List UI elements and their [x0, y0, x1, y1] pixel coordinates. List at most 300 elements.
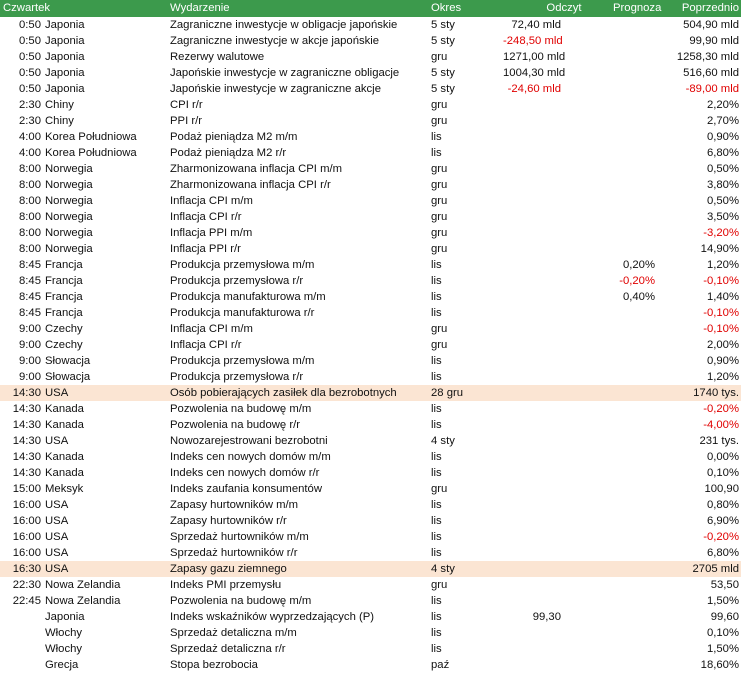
cell-event: Zapasy hurtowników r/r: [170, 515, 287, 527]
cell-time: 8:00: [19, 163, 41, 175]
table-row: [0, 33, 741, 49]
cell-country: Norwegia: [45, 179, 93, 191]
cell-previous: 1,50%: [706, 595, 739, 607]
cell-time: 8:45: [19, 259, 41, 271]
cell-event: Produkcja przemysłowa m/m: [170, 355, 315, 367]
header-country: [44, 0, 168, 17]
cell-actual: [503, 561, 561, 577]
cell-period: lis: [431, 531, 442, 543]
cell-forecast: [561, 433, 655, 449]
cell-previous: 99,90 mld: [689, 35, 739, 47]
cell-forecast: [561, 577, 655, 593]
cell-period: lis: [431, 611, 442, 623]
cell-country: Meksyk: [45, 483, 84, 495]
cell-period: lis: [431, 515, 442, 527]
cell-actual: [503, 177, 561, 193]
cell-time: 0:50: [19, 35, 41, 47]
cell-forecast: [561, 385, 655, 401]
cell-event: Nowozarejestrowani bezrobotni: [170, 435, 328, 447]
cell-forecast: [561, 81, 655, 97]
table-row: [0, 209, 741, 225]
cell-time: 16:00: [12, 515, 41, 527]
cell-previous: 6,80%: [706, 547, 739, 559]
cell-previous: 1,20%: [706, 371, 739, 383]
cell-country: USA: [45, 499, 69, 511]
cell-actual: [503, 497, 561, 513]
cell-time: 8:00: [19, 243, 41, 255]
cell-country: Słowacja: [45, 371, 91, 383]
cell-period: lis: [431, 643, 442, 655]
cell-forecast: [561, 561, 655, 577]
cell-previous: 14,90%: [700, 243, 739, 255]
cell-forecast: [561, 305, 655, 321]
cell-time: 2:30: [19, 99, 41, 111]
table-row: [0, 321, 741, 337]
cell-time: 0:50: [19, 19, 41, 31]
cell-actual: [503, 369, 561, 385]
cell-previous: 0,10%: [706, 627, 739, 639]
cell-period: 5 sty: [431, 19, 455, 31]
cell-time: 4:00: [19, 147, 41, 159]
cell-forecast: [561, 465, 655, 481]
cell-period: gru: [431, 179, 448, 191]
cell-forecast: -0,20%: [619, 275, 655, 287]
cell-time: 22:45: [12, 595, 41, 607]
cell-time: 14:30: [12, 451, 41, 463]
cell-period: 5 sty: [431, 83, 455, 95]
cell-period: gru: [431, 99, 448, 111]
table-row: [0, 177, 741, 193]
table-row: [0, 241, 741, 257]
cell-period: 28 gru: [431, 387, 464, 399]
cell-time: 2:30: [19, 115, 41, 127]
cell-forecast: [561, 209, 655, 225]
cell-time: 15:00: [12, 483, 41, 495]
cell-forecast: 0,40%: [622, 291, 655, 303]
cell-event: Zapasy gazu ziemnego: [170, 563, 287, 575]
cell-forecast: [561, 33, 655, 49]
cell-country: USA: [45, 531, 69, 543]
table-row: [0, 497, 741, 513]
table-row: [0, 193, 741, 209]
cell-forecast: [561, 641, 655, 657]
cell-country: Norwegia: [45, 243, 93, 255]
table-row: [0, 561, 741, 577]
table-row: [0, 161, 741, 177]
table-row: [0, 337, 741, 353]
cell-previous: 1258,30 mld: [676, 51, 739, 63]
cell-period: lis: [431, 355, 442, 367]
cell-actual: 99,30: [532, 611, 561, 623]
cell-country: Chiny: [45, 115, 74, 127]
cell-actual: [503, 241, 561, 257]
cell-event: Inflacja PPI m/m: [170, 227, 253, 239]
cell-actual: [503, 433, 561, 449]
cell-event: Produkcja przemysłowa r/r: [170, 371, 304, 383]
table-row: [0, 401, 741, 417]
table-row: [0, 609, 741, 625]
cell-previous: 0,90%: [706, 355, 739, 367]
cell-actual: [503, 641, 561, 657]
cell-time: 16:00: [12, 547, 41, 559]
cell-event: Stopa bezrobocia: [170, 659, 258, 671]
cell-event: Japońskie inwestycje w zagraniczne akcje: [170, 83, 381, 95]
cell-event: Indeks cen nowych domów m/m: [170, 451, 331, 463]
cell-actual: 1271,00 mld: [503, 51, 566, 63]
cell-forecast: [561, 97, 655, 113]
header-actual: Odczyt: [546, 2, 582, 14]
cell-event: Podaż pieniądza M2 m/m: [170, 131, 298, 143]
cell-country: Kanada: [45, 403, 84, 415]
cell-period: lis: [431, 595, 442, 607]
cell-forecast: [561, 161, 655, 177]
table-row: [0, 417, 741, 433]
cell-time: 8:00: [19, 227, 41, 239]
cell-country: USA: [45, 563, 69, 575]
cell-previous: 6,80%: [706, 147, 739, 159]
cell-time: 22:30: [12, 579, 41, 591]
table-row: [0, 145, 741, 161]
cell-actual: [503, 385, 561, 401]
cell-actual: -248,50 mld: [503, 35, 563, 47]
cell-time: [0, 657, 44, 673]
cell-period: gru: [431, 211, 448, 223]
cell-event: Pozwolenia na budowę m/m: [170, 595, 312, 607]
cell-forecast: [561, 513, 655, 529]
cell-country: Nowa Zelandia: [45, 595, 121, 607]
table-row: [0, 273, 741, 289]
cell-actual: [503, 145, 561, 161]
table-row: [0, 481, 741, 497]
cell-event: Inflacja CPI r/r: [170, 211, 242, 223]
cell-country: USA: [45, 547, 69, 559]
cell-event: Zagraniczne inwestycje w obligacje japońskie: [170, 19, 398, 31]
cell-actual: 72,40 mld: [511, 19, 561, 31]
cell-country: USA: [45, 387, 69, 399]
cell-period: lis: [431, 467, 442, 479]
cell-event: Zharmonizowana inflacja CPI r/r: [170, 179, 331, 191]
cell-forecast: [561, 193, 655, 209]
cell-event: Produkcja przemysłowa m/m: [170, 259, 315, 271]
cell-event: Zapasy hurtowników m/m: [170, 499, 299, 511]
cell-period: lis: [431, 307, 442, 319]
cell-period: 4 sty: [431, 435, 455, 447]
cell-period: 5 sty: [431, 67, 455, 79]
cell-country: USA: [45, 435, 69, 447]
cell-previous: -3,20%: [703, 227, 739, 239]
cell-previous: 1,40%: [706, 291, 739, 303]
table-row: [0, 17, 741, 33]
cell-period: 5 sty: [431, 35, 455, 47]
table-row: [0, 545, 741, 561]
table-row: [0, 625, 741, 641]
cell-country: Norwegia: [45, 195, 93, 207]
cell-period: gru: [431, 51, 448, 63]
cell-actual: [503, 225, 561, 241]
cell-period: lis: [431, 627, 442, 639]
cell-event: PPI r/r: [170, 115, 203, 127]
cell-actual: [503, 209, 561, 225]
header-day: Czwartek: [3, 2, 51, 14]
header-forecast: Prognoza: [613, 2, 662, 14]
table-row: [0, 641, 741, 657]
cell-period: lis: [431, 403, 442, 415]
cell-actual: [503, 161, 561, 177]
cell-time: 14:30: [12, 435, 41, 447]
cell-actual: [503, 529, 561, 545]
cell-event: Sprzedaż hurtowników r/r: [170, 547, 298, 559]
cell-country: Norwegia: [45, 211, 93, 223]
cell-period: lis: [431, 147, 442, 159]
cell-country: Francja: [45, 275, 83, 287]
cell-country: Włochy: [45, 643, 83, 655]
cell-time: 4:00: [19, 131, 41, 143]
cell-country: Nowa Zelandia: [45, 579, 121, 591]
cell-country: Grecja: [45, 659, 79, 671]
cell-time: 8:00: [19, 195, 41, 207]
cell-previous: 2,70%: [706, 115, 739, 127]
cell-country: Słowacja: [45, 355, 91, 367]
table-body: [0, 17, 741, 673]
cell-forecast: [561, 593, 655, 609]
cell-actual: [503, 625, 561, 641]
cell-country: Japonia: [45, 35, 85, 47]
cell-country: Czechy: [45, 339, 83, 351]
cell-actual: [503, 401, 561, 417]
cell-country: Norwegia: [45, 227, 93, 239]
cell-forecast: 0,20%: [622, 259, 655, 271]
cell-previous: -89,00 mld: [685, 83, 739, 95]
cell-forecast: [561, 65, 655, 81]
cell-actual: [503, 545, 561, 561]
cell-actual: [503, 657, 561, 673]
table-row: [0, 65, 741, 81]
cell-previous: 0,10%: [706, 467, 739, 479]
cell-previous: 1,50%: [706, 643, 739, 655]
cell-actual: [503, 129, 561, 145]
cell-previous: -0,10%: [703, 307, 739, 319]
cell-event: Pozwolenia na budowę m/m: [170, 403, 312, 415]
table-row: [0, 529, 741, 545]
cell-forecast: [561, 529, 655, 545]
cell-previous: 99,60: [710, 611, 739, 623]
cell-previous: 3,80%: [706, 179, 739, 191]
cell-previous: -0,20%: [703, 531, 739, 543]
table-row: [0, 577, 741, 593]
cell-previous: 504,90 mld: [683, 19, 739, 31]
cell-forecast: [561, 353, 655, 369]
table-row: [0, 385, 741, 401]
cell-forecast: [561, 337, 655, 353]
cell-previous: 1740 tys.: [693, 387, 739, 399]
cell-forecast: [561, 225, 655, 241]
cell-period: lis: [431, 275, 442, 287]
cell-forecast: [561, 497, 655, 513]
cell-previous: -4,00%: [703, 419, 739, 431]
cell-time: 14:30: [12, 419, 41, 431]
cell-time: 0:50: [19, 83, 41, 95]
cell-time: 16:30: [12, 563, 41, 575]
cell-period: gru: [431, 483, 448, 495]
cell-country: Japonia: [45, 51, 85, 63]
cell-country: Kanada: [45, 451, 84, 463]
cell-period: gru: [431, 115, 448, 127]
header-period: Okres: [431, 2, 462, 14]
cell-actual: [503, 193, 561, 209]
cell-period: gru: [431, 227, 448, 239]
cell-time: 8:45: [19, 275, 41, 287]
cell-forecast: [561, 625, 655, 641]
cell-previous: 231 tys.: [699, 435, 739, 447]
cell-previous: 0,80%: [706, 499, 739, 511]
cell-time: 8:00: [19, 179, 41, 191]
cell-actual: [503, 449, 561, 465]
cell-actual: 1004,30 mld: [503, 67, 566, 79]
cell-period: gru: [431, 323, 448, 335]
cell-actual: [503, 465, 561, 481]
cell-actual: [503, 273, 561, 289]
cell-actual: [503, 257, 561, 273]
cell-actual: [503, 481, 561, 497]
cell-event: Inflacja CPI r/r: [170, 339, 242, 351]
cell-actual: [503, 353, 561, 369]
cell-forecast: [561, 481, 655, 497]
cell-time: 9:00: [19, 323, 41, 335]
cell-previous: -0,10%: [703, 323, 739, 335]
cell-previous: 0,50%: [706, 163, 739, 175]
cell-period: gru: [431, 243, 448, 255]
cell-period: lis: [431, 451, 442, 463]
cell-event: Inflacja CPI m/m: [170, 195, 253, 207]
cell-actual: [503, 417, 561, 433]
cell-actual: [503, 305, 561, 321]
cell-forecast: [561, 321, 655, 337]
cell-event: Pozwolenia na budowę r/r: [170, 419, 300, 431]
cell-event: Rezerwy walutowe: [170, 51, 265, 63]
cell-time: 14:30: [12, 467, 41, 479]
cell-forecast: [561, 657, 655, 673]
cell-forecast: [561, 449, 655, 465]
cell-time: 9:00: [19, 339, 41, 351]
cell-country: Korea Południowa: [45, 147, 137, 159]
cell-country: Japonia: [45, 19, 85, 31]
cell-actual: [503, 97, 561, 113]
cell-event: Indeks wskaźników wyprzedzających (P): [170, 611, 375, 623]
table-row: [0, 81, 741, 97]
cell-previous: 516,60 mld: [683, 67, 739, 79]
cell-period: paź: [431, 659, 450, 671]
cell-period: lis: [431, 499, 442, 511]
table-row: [0, 593, 741, 609]
cell-country: Włochy: [45, 627, 83, 639]
cell-country: Japonia: [45, 611, 85, 623]
cell-country: Francja: [45, 307, 83, 319]
cell-previous: -0,10%: [703, 275, 739, 287]
cell-time: 0:50: [19, 51, 41, 63]
cell-event: Sprzedaż detaliczna m/m: [170, 627, 297, 639]
table-row: [0, 305, 741, 321]
table-row: [0, 465, 741, 481]
cell-event: Osób pobierających zasiłek dla bezrobotnych: [170, 387, 397, 399]
cell-time: 8:45: [19, 307, 41, 319]
cell-period: gru: [431, 579, 448, 591]
cell-country: Norwegia: [45, 163, 93, 175]
cell-country: Kanada: [45, 467, 84, 479]
cell-event: Sprzedaż hurtowników m/m: [170, 531, 309, 543]
table-row: [0, 449, 741, 465]
cell-country: Czechy: [45, 323, 83, 335]
cell-actual: [503, 577, 561, 593]
cell-forecast: [561, 145, 655, 161]
cell-previous: -0,20%: [703, 403, 739, 415]
cell-previous: 2,20%: [706, 99, 739, 111]
header-previous: Poprzednio: [681, 2, 739, 14]
cell-period: 4 sty: [431, 563, 455, 575]
cell-actual: [503, 513, 561, 529]
cell-time: 16:00: [12, 531, 41, 543]
table-row: [0, 129, 741, 145]
cell-previous: 0,00%: [706, 451, 739, 463]
cell-forecast: [561, 113, 655, 129]
cell-forecast: [561, 129, 655, 145]
cell-actual: [503, 593, 561, 609]
cell-country: Japonia: [45, 67, 85, 79]
cell-event: Zagraniczne inwestycje w akcje japońskie: [170, 35, 380, 47]
cell-period: lis: [431, 259, 442, 271]
cell-previous: 0,90%: [706, 131, 739, 143]
cell-event: Sprzedaż detaliczna r/r: [170, 643, 286, 655]
cell-time: 16:00: [12, 499, 41, 511]
cell-forecast: [561, 401, 655, 417]
cell-country: Chiny: [45, 99, 74, 111]
cell-country: USA: [45, 515, 69, 527]
cell-forecast: [561, 417, 655, 433]
cell-time: [0, 625, 44, 641]
table-row: [0, 369, 741, 385]
table-row: [0, 225, 741, 241]
cell-event: Produkcja przemysłowa r/r: [170, 275, 304, 287]
cell-actual: [503, 113, 561, 129]
cell-country: Japonia: [45, 83, 85, 95]
cell-actual: [503, 289, 561, 305]
cell-time: 14:30: [12, 387, 41, 399]
cell-time: [0, 641, 44, 657]
cell-event: Inflacja PPI r/r: [170, 243, 241, 255]
cell-country: Francja: [45, 259, 83, 271]
cell-previous: 6,90%: [706, 515, 739, 527]
cell-time: [0, 609, 44, 625]
cell-previous: 2705 mld: [692, 563, 739, 575]
cell-event: Indeks zaufania konsumentów: [170, 483, 322, 495]
cell-previous: 0,50%: [706, 195, 739, 207]
cell-forecast: [561, 369, 655, 385]
cell-actual: [503, 337, 561, 353]
cell-previous: 53,50: [710, 579, 739, 591]
cell-event: Indeks PMI przemysłu: [170, 579, 282, 591]
cell-previous: 3,50%: [706, 211, 739, 223]
table-row: [0, 257, 741, 273]
cell-forecast: [561, 177, 655, 193]
table-row: [0, 113, 741, 129]
cell-forecast: [561, 17, 655, 33]
cell-event: CPI r/r: [170, 99, 203, 111]
cell-time: 0:50: [19, 67, 41, 79]
cell-previous: 2,00%: [706, 339, 739, 351]
cell-period: gru: [431, 339, 448, 351]
table-row: [0, 353, 741, 369]
table-row: [0, 513, 741, 529]
cell-period: lis: [431, 131, 442, 143]
